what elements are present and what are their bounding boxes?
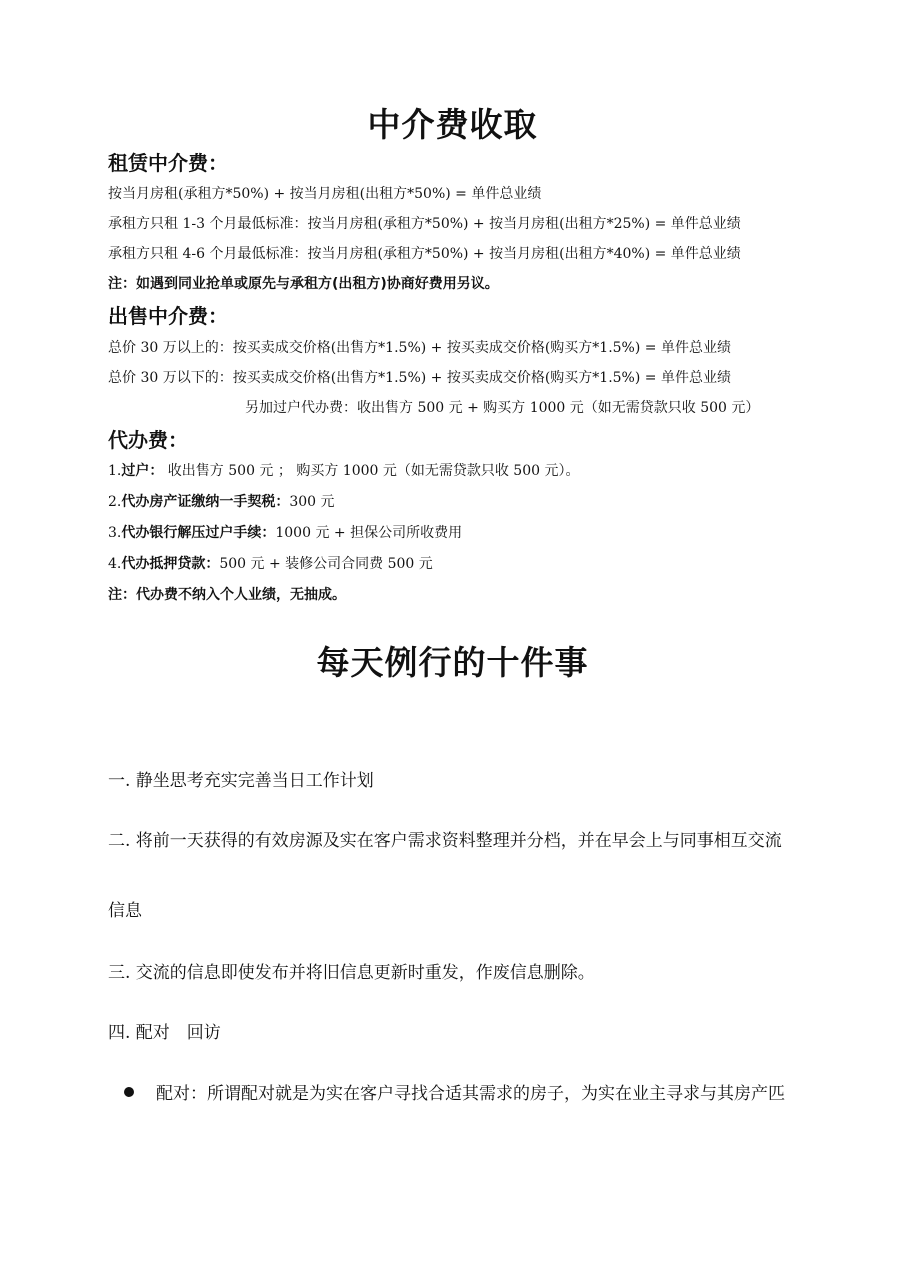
- agency-item-4-text: 500 元 + 装修公司合同费 500 元: [219, 556, 433, 572]
- agency-item-3-num: 3.: [108, 525, 122, 541]
- sale-fee-heading: 出售中介费：: [108, 304, 228, 328]
- agency-item-2: [108, 492, 335, 512]
- sale-fee-extra: 另加过户代办费：收出售方 500 元 + 购买方 1000 元（如无需贷款只收 500 元）: [245, 400, 760, 416]
- agency-item-4: [108, 554, 433, 574]
- agency-item-2-num: 2.: [108, 494, 122, 510]
- agency-item-3-label: 代办银行解压过户手续：: [121, 525, 276, 541]
- agency-item-4-num: 4.: [108, 556, 122, 572]
- agency-item-1-text: 收出售方 500 元 ； 购买方 1000 元（如无需贷款只收 500 元）。: [163, 463, 580, 479]
- agency-item-3-text: 1000 元 + 担保公司所收费用: [275, 525, 463, 541]
- agency-fee-heading: 代办费：: [108, 428, 188, 452]
- daily-task-2-continued: 信息: [108, 901, 142, 921]
- rental-fee-line-3: 承租方只租 4-6 个月最低标准：按当月房租(承租方*50%) + 按当月房租(出租方*40%) = 单件总业绩: [108, 246, 741, 262]
- agency-item-3: [108, 523, 462, 543]
- daily-task-2: 二. 将前一天获得的有效房源及实在客户需求资料整理并分档，并在早会上与同事相互交流: [108, 831, 782, 851]
- agency-fee-note: 注：代办费不纳入个人业绩，无抽成。: [108, 587, 346, 603]
- rental-fee-line-1: 按当月房租(承租方*50%) + 按当月房租(出租方*50%) = 单件总业绩: [108, 186, 542, 202]
- matching-bullet-item: [124, 1082, 785, 1106]
- agency-item-4-label: 代办抵押贷款：: [121, 556, 220, 572]
- rental-fee-heading: 租赁中介费：: [108, 151, 228, 175]
- agency-item-2-label: 代办房产证缴纳一手契税：: [121, 494, 290, 510]
- agency-item-1-label: 过户：: [121, 463, 164, 479]
- agency-item-1: [108, 461, 579, 481]
- daily-task-1: 一. 静坐思考充实完善当日工作计划: [108, 771, 374, 791]
- daily-task-3: 三. 交流的信息即使发布并将旧信息更新时重发，作废信息删除。: [108, 963, 595, 983]
- rental-fee-line-2: 承租方只租 1-3 个月最低标准：按当月房租(承租方*50%) + 按当月房租(出租方*25%) = 单件总业绩: [108, 216, 741, 232]
- rental-fee-note: 注：如遇到同业抢单或原先与承租方(出租方)协商好费用另议。: [108, 276, 499, 292]
- agency-item-1-num: 1.: [108, 463, 122, 479]
- agency-item-2-text: 300 元: [289, 494, 335, 510]
- fee-section-title: 中介费收取: [367, 105, 538, 144]
- sale-fee-line-2: 总价 30 万以下的：按买卖成交价格(出售方*1.5%) + 按买卖成交价格(购买方*1.5%) = 单件总业绩: [108, 370, 731, 386]
- sale-fee-line-1: 总价 30 万以上的：按买卖成交价格(出售方*1.5%) + 按买卖成交价格(购买方*1.5%) = 单件总业绩: [108, 340, 731, 356]
- matching-bullet-text: 配对：所谓配对就是为实在客户寻找合适其需求的房子，为实在业主寻求与其房产匹: [156, 1084, 785, 1104]
- bullet-dot-icon: [124, 1087, 134, 1097]
- daily-task-4: 四. 配对 回访: [108, 1023, 221, 1043]
- daily-tasks-title: 每天例行的十件事: [316, 643, 589, 682]
